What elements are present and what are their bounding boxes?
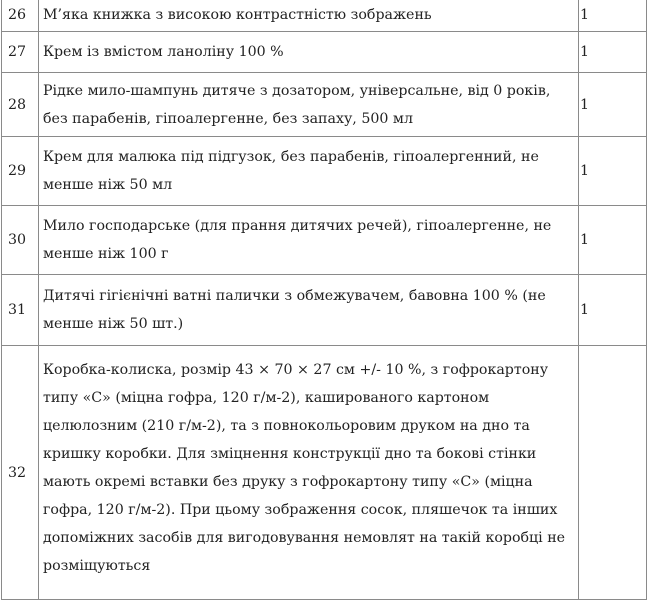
row-number: 32 <box>2 346 39 600</box>
table-row <box>2 32 647 73</box>
table-row <box>2 275 647 346</box>
row-number: 27 <box>2 32 39 73</box>
item-description: М’яка книжка з високою контрастністю зображень <box>39 0 579 32</box>
table-row <box>2 206 647 275</box>
table-row <box>2 137 647 206</box>
row-number: 26 <box>2 0 39 32</box>
item-quantity: 1 <box>579 137 647 206</box>
row-number: 30 <box>2 206 39 275</box>
item-description: Коробка-колиска, розмір 43 × 70 × 27 см +/- 10 %, з гофрокартону типу «С» (міцна гофра, 120 г/м-2), кашированого картоном целюлозним (210 г/м-2), та з повнокольоровим друком на дно та кришку коробки. Для зміцнення конструкції дно та бокові стінки мають окремі вставки без друку з гофрокартону типу «С» (міцна гофра, 120 г/м-2). При цьому зображення сосок, пляшечок та інших допоміжних засобів для вигодовування немовлят на такій коробці не розміщуються <box>39 346 579 600</box>
item-quantity: 1 <box>579 206 647 275</box>
row-number: 28 <box>2 73 39 137</box>
item-quantity: 1 <box>579 0 647 32</box>
item-description: Крем для малюка під підгузок, без парабенів, гіпоалергенний, не менше ніж 50 мл <box>39 137 579 206</box>
table-row <box>2 0 647 32</box>
row-number: 29 <box>2 137 39 206</box>
item-description: Рідке мило-шампунь дитяче з дозатором, універсальне, від 0 років, без парабенів, гіпоалергенне, без запаху, 500 мл <box>39 73 579 137</box>
item-description: Крем із вмістом ланоліну 100 % <box>39 32 579 73</box>
table-row <box>2 73 647 137</box>
item-quantity <box>579 346 647 600</box>
items-table <box>1 0 647 600</box>
table-row <box>2 346 647 600</box>
item-quantity: 1 <box>579 275 647 346</box>
item-quantity: 1 <box>579 73 647 137</box>
item-quantity: 1 <box>579 32 647 73</box>
item-description: Мило господарське (для прання дитячих речей), гіпоалергенне, не менше ніж 100 г <box>39 206 579 275</box>
item-description: Дитячі гігієнічні ватні палички з обмежувачем, бавовна 100 % (не менше ніж 50 шт.) <box>39 275 579 346</box>
row-number: 31 <box>2 275 39 346</box>
